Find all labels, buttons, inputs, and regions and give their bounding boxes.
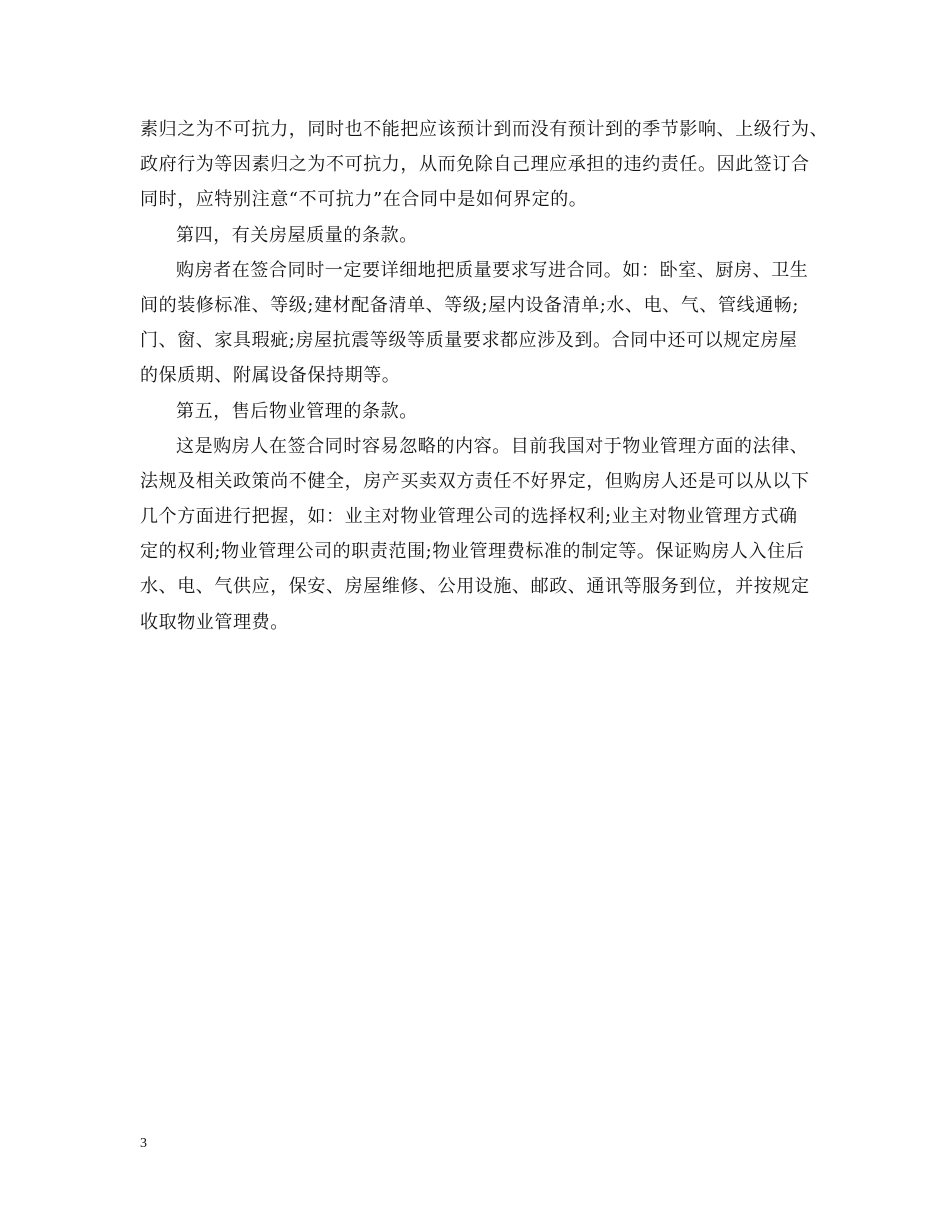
paragraph-line: 间的装修标准、等级;建材配备清单、等级;屋内设备清单;水、电、气、管线通畅; — [140, 294, 800, 316]
document-body — [140, 112, 829, 640]
page-number: 3 — [140, 1136, 147, 1151]
paragraph-line: 的保质期、附属设备保持期等。 — [140, 365, 401, 387]
paragraph-line: 定的权利;物业管理公司的职责范围;物业管理费标准的制定等。保证购房人入住后 — [140, 541, 805, 563]
paragraph-line: 同时，应特别注意“不可抗力”在合同中是如何界定的。 — [140, 189, 588, 211]
paragraph-line: 法规及相关政策尚不健全，房产买卖双方责任不好界定，但购房人还是可以从以下 — [140, 470, 810, 492]
paragraph-line: 水、电、气供应，保安、房屋维修、公用设施、邮政、通讯等服务到位，并按规定 — [140, 576, 810, 598]
paragraph-line: 收取物业管理费。 — [140, 611, 289, 633]
paragraph-line: 素归之为不可抗力，同时也不能把应该预计到而没有预计到的季节影响、上级行为、 — [140, 119, 829, 140]
paragraph-line: 购房者在签合同时一定要详细地把质量要求写进合同。如：卧室、厨房、卫生 — [176, 259, 809, 281]
section-heading: 第五，售后物业管理的条款。 — [176, 400, 418, 422]
paragraph-line: 这是购房人在签合同时容易忽略的内容。目前我国对于物业管理方面的法律、 — [176, 435, 809, 457]
paragraph-line: 门、窗、家具瑕疵;房屋抗震等级等质量要求都应涉及到。合同中还可以规定房屋 — [140, 330, 798, 352]
section-heading: 第四，有关房屋质量的条款。 — [176, 224, 418, 246]
paragraph-line: 几个方面进行把握，如：业主对物业管理公司的选择权利;业主对物业管理方式确 — [140, 506, 798, 528]
paragraph-line: 政府行为等因素归之为不可抗力，从而免除自己理应承担的违约责任。因此签订合 — [140, 154, 810, 176]
